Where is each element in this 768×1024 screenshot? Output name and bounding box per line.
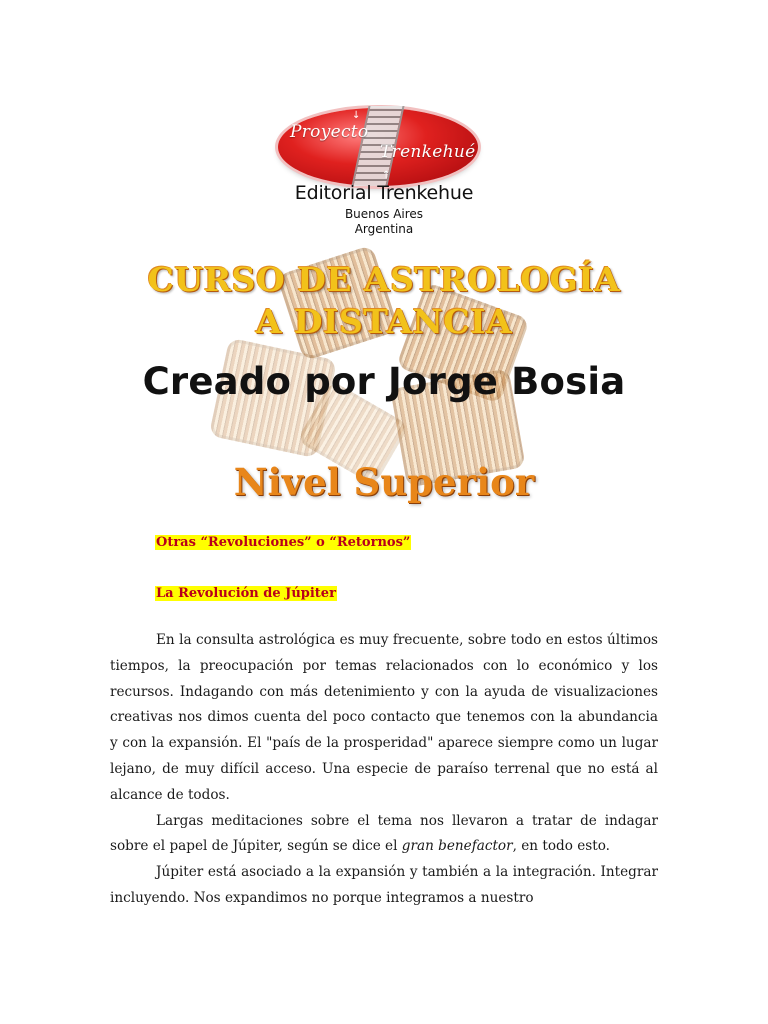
- author-credit: Creado por Jorge Bosia: [142, 360, 626, 403]
- subsection-heading: [155, 582, 337, 601]
- subsection-heading-text: La Revolución de Júpiter: [156, 586, 336, 601]
- paragraph-3: Júpiter está asociado a la expansión y también a la integración. Integrar incluyendo. Nos expandimos no porque integramos a nuestro: [110, 864, 658, 906]
- publisher-country: Argentina: [354, 222, 414, 236]
- course-banner: [118, 248, 650, 510]
- course-title-line2: A DISTANCIA: [255, 302, 513, 341]
- course-level: Nivel Superior: [233, 460, 535, 504]
- paragraph-2-italic: gran benefactor: [401, 838, 513, 855]
- up-arrow-icon: ↑: [382, 170, 391, 181]
- publisher-name: Editorial Trenkehue: [294, 182, 474, 204]
- logo-text-proyecto: Proyecto: [290, 122, 369, 142]
- paragraph-2-end: , en todo esto.: [512, 838, 610, 855]
- publisher-city: Buenos Aires: [344, 207, 424, 221]
- paragraph-2: [110, 809, 658, 861]
- course-title-line1: CURSO DE ASTROLOGÍA: [147, 260, 621, 299]
- logo-text-trenkehue: Trenkehué: [380, 142, 476, 162]
- down-arrow-icon: ↓: [352, 110, 361, 121]
- body-text: [110, 628, 658, 912]
- section-heading-text: Otras “Revoluciones” o “Retornos”: [156, 535, 411, 550]
- paragraph-2-start: Largas meditaciones sobre el tema nos llevaron a tratar de indagar sobre el papel de Júpiter, según se dice el: [110, 812, 658, 855]
- publisher-logo: [274, 104, 484, 190]
- section-heading: [155, 531, 411, 550]
- paragraph-1: En la consulta astrológica es muy frecuente, sobre todo en estos últimos tiempos, la preocupación por temas relacionados con lo económico y los recursos. Indagando con más detenimiento y con la ayuda de visualizaciones creativas nos dimos cuenta del poco contacto que tenemos con la abundancia y con la expansión. El "país de la prosperidad" aparece siempre como un lugar lejano, de muy difícil acceso. Una especie de paraíso terrenal que no está al alcance de todos.: [110, 632, 658, 803]
